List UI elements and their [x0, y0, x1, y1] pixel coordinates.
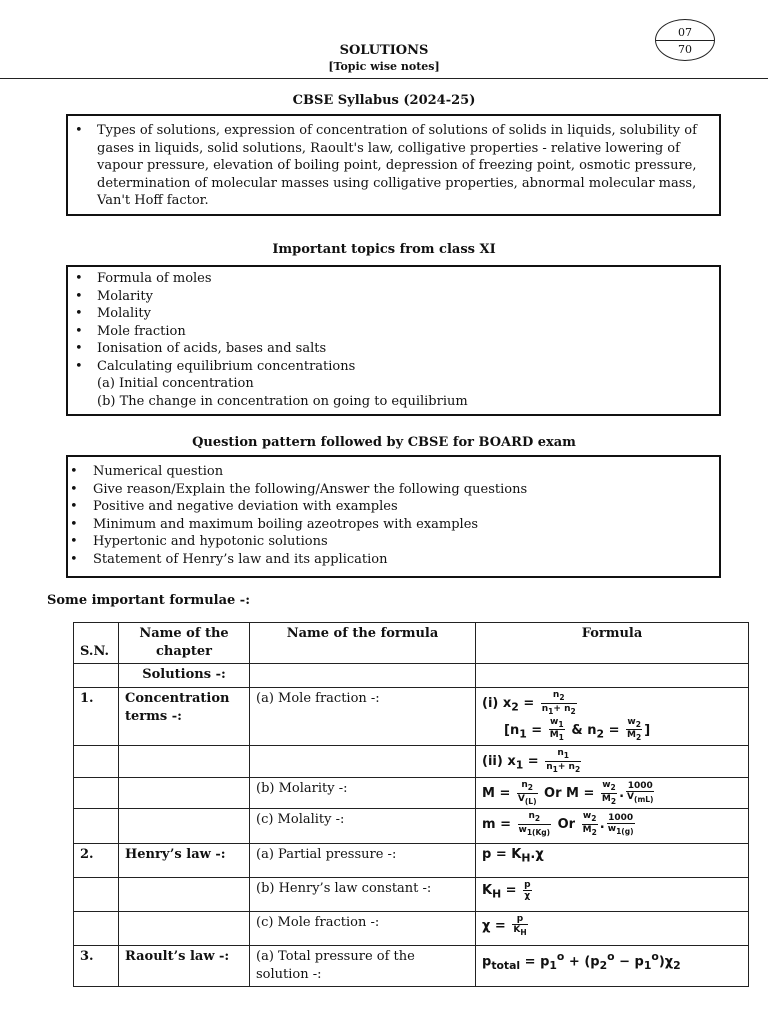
page-number-bottom: 70 — [678, 43, 692, 56]
table-row — [74, 664, 749, 688]
page-number-top: 07 — [678, 26, 692, 39]
list-item: • Calculating equilibrium concentrations — [68, 358, 711, 376]
class-xi-heading: Important topics from class XI — [272, 242, 496, 257]
page-title: SOLUTIONS — [339, 43, 429, 58]
formula-mole-fraction-x2: (i) $x_2$ = $\frac{n_2}{n_1+ n_2}$ [$n_1$ = $\frac{w_1}{M_1}$ & $n_2$ = $\frac{w_2}{M_2}$ ] — [476, 688, 749, 746]
syllabus-box — [66, 114, 721, 216]
syllabus-heading: CBSE Syllabus (2024-25) — [292, 93, 476, 108]
list-item: • Ionisation of acids, bases and salts — [68, 340, 711, 358]
class-xi-box — [66, 265, 721, 416]
list-item: • Numerical question — [68, 463, 711, 481]
formula-mole-fraction-x1: (ii) $x_1$ = $\frac{n_1}{n_1+ n_2}$ — [476, 746, 749, 778]
list-item: • Mole fraction — [68, 323, 711, 341]
table-header-row — [74, 623, 749, 664]
formula-henry-constant: $K_H$ = $\frac{p}{\chi}$ — [476, 878, 749, 912]
list-item: • Give reason/Explain the following/Answer the following questions — [68, 481, 711, 499]
list-item: • Formula of moles — [68, 270, 711, 288]
row-sn: 1. — [74, 688, 119, 746]
syllabus-text: • Types of solutions, expression of concentration of solutions of solids in liquids, solubility of gases in liquids, solid solutions, Raoult's law, colligative properties - relative lowering of vapour pressure, elevation of boiling point, depression of freezing point, osmotic pressure, determination of molecular masses using colligative properties, abnormal molecular mass, Van't Hoff factor. — [68, 122, 709, 210]
formulae-label: Some important formulae -: — [47, 593, 250, 608]
row-chapter: Concentration terms -: — [119, 688, 250, 746]
table-row — [74, 946, 749, 987]
list-item: • Statement of Henry’s law and its application — [68, 551, 711, 569]
row-formula-name: (a) Total pressure of the solution -: — [250, 946, 476, 987]
header-formula: Formula — [476, 623, 749, 664]
formula-partial-pressure: $p = K_H.\chi$ — [476, 844, 749, 878]
row-formula-name: (a) Mole fraction -: — [250, 688, 476, 746]
header-sn: S.N. — [74, 623, 119, 664]
row-chapter: Henry’s law -: — [119, 844, 250, 878]
list-subitem: (b) The change in concentration on going to equilibrium — [97, 393, 468, 409]
header-chapter: Name of the chapter — [119, 623, 250, 664]
table-row — [74, 844, 749, 878]
formula-table — [73, 622, 749, 987]
pattern-box — [66, 455, 721, 578]
table-row — [74, 777, 749, 809]
table-row — [74, 809, 749, 844]
row-sn: 2. — [74, 844, 119, 878]
header-divider — [0, 78, 768, 79]
table-row — [74, 688, 749, 746]
row-formula-name: (b) Molarity -: — [250, 777, 476, 809]
table-row — [74, 878, 749, 912]
header-formula-name: Name of the formula — [250, 623, 476, 664]
page-subtitle: [Topic wise notes] — [328, 60, 440, 73]
list-item: • Positive and negative deviation with examples — [68, 498, 711, 516]
list-subitem: (a) Initial concentration — [97, 376, 254, 391]
row-formula-name: (c) Mole fraction -: — [250, 912, 476, 946]
row-formula-name: (c) Molality -: — [250, 809, 476, 844]
list-item: • Molality — [68, 305, 711, 323]
list-item: • Molarity — [68, 288, 711, 306]
formula-raoult-total-pressure: $p_{total} = p_1^o + (p_2^o - p_1^o)\chi_2$ — [476, 946, 749, 987]
row-formula-name: (a) Partial pressure -: — [250, 844, 476, 878]
table-row — [74, 746, 749, 778]
row-formula-name: (b) Henry’s law constant -: — [250, 878, 476, 912]
table-row — [74, 912, 749, 946]
row-chapter: Raoult’s law -: — [119, 946, 250, 987]
formula-henry-mole-fraction: χ = $\frac{p}{K_H}$ — [476, 912, 749, 946]
formula-molarity: M = $\frac{n_2}{V_{(L)}}$ Or M = $\frac{w_2}{M_2}$ . $\frac{1000}{V_{(mL)}}$ — [476, 777, 749, 809]
list-item: • Minimum and maximum boiling azeotropes with examples — [68, 516, 711, 534]
list-item: • Hypertonic and hypotonic solutions — [68, 533, 711, 551]
formula-molality: m = $\frac{n_2}{w_{1(Kg)}}$ Or $\frac{w_2}{M_2}$ . $\frac{1000}{w_{1(g)}}$ — [476, 809, 749, 844]
chapter-name: Solutions -: — [119, 664, 250, 688]
pattern-heading: Question pattern followed by CBSE for BOARD exam — [192, 435, 576, 450]
row-sn: 3. — [74, 946, 119, 987]
